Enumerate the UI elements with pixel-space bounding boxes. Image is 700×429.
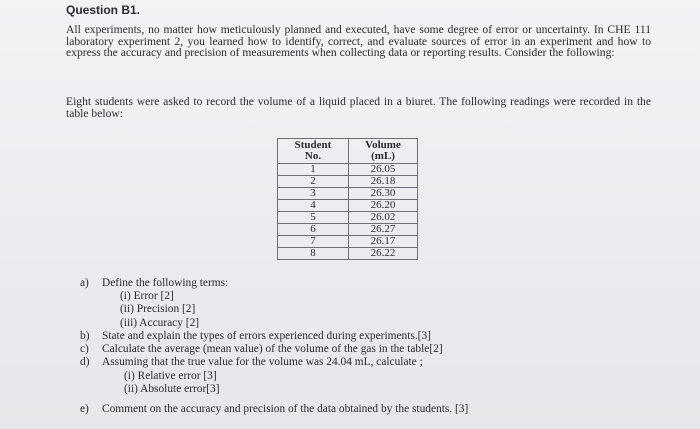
table-row bbox=[278, 188, 418, 200]
table-row bbox=[278, 212, 418, 224]
header-student-line1: Student bbox=[294, 139, 332, 151]
question-d-text: Assuming that the true value for the volume was 24.04 mL, calculate ; bbox=[102, 356, 423, 368]
student-number: 1 bbox=[278, 164, 349, 176]
volume-value: 26.20 bbox=[349, 200, 418, 212]
student-number: 2 bbox=[278, 176, 349, 188]
header-student bbox=[278, 139, 349, 164]
student-number: 6 bbox=[278, 224, 349, 236]
question-b-label: b) bbox=[80, 330, 90, 342]
question-e bbox=[80, 403, 468, 415]
question-b-text: State and explain the types of errors experienced during experiments.[3] bbox=[102, 330, 431, 342]
volume-value: 26.18 bbox=[349, 176, 418, 188]
table-row bbox=[278, 176, 418, 188]
volume-value: 26.02 bbox=[349, 212, 418, 224]
question-c bbox=[80, 343, 443, 355]
question-c-text: Calculate the average (mean value) of the volume of the gas in the table[2] bbox=[102, 343, 443, 355]
volume-value: 26.30 bbox=[349, 188, 418, 200]
question-e-label: e) bbox=[80, 403, 89, 415]
header-student-line2: No. bbox=[304, 150, 322, 162]
volume-value: 26.17 bbox=[349, 236, 418, 248]
question-a-text: Define the following terms: bbox=[102, 277, 229, 289]
question-a-label: a) bbox=[80, 277, 89, 289]
question-d-i: (i) Relative error [3] bbox=[124, 370, 217, 382]
table-intro-paragraph: Eight students were asked to record the volume of a liquid placed in a biuret. The following readings were recorded in the table below: bbox=[66, 95, 651, 120]
header-volume-line1: Volume bbox=[365, 139, 401, 151]
question-a bbox=[80, 277, 228, 289]
intro-paragraph: All experiments, no matter how meticulously planned and executed, have some degree of error or uncertainty. In CHE 111 laboratory experiment 2, you learned how to identify, correct, and evaluate sources of error in an experiment and how to express the accuracy and precision of measurements when collecting data or reporting results. Consider the following: bbox=[66, 23, 651, 60]
table-row bbox=[278, 248, 418, 260]
question-e-text: Comment on the accuracy and precision of the data obtained by the students. [3] bbox=[102, 403, 469, 415]
readings-table bbox=[277, 138, 418, 260]
question-a-iii: (iii) Accuracy [2] bbox=[120, 317, 200, 329]
question-d-ii: (ii) Absolute error[3] bbox=[124, 383, 220, 395]
question-b bbox=[80, 330, 431, 342]
table-row bbox=[278, 200, 418, 212]
table-row bbox=[278, 224, 418, 236]
question-c-label: c) bbox=[80, 343, 89, 355]
student-number: 4 bbox=[278, 200, 349, 212]
header-volume bbox=[349, 139, 418, 164]
table-row bbox=[278, 236, 418, 248]
volume-value: 26.27 bbox=[349, 224, 418, 236]
question-d bbox=[80, 356, 423, 368]
question-a-i: (i) Error [2] bbox=[120, 290, 174, 302]
question-d-label: d) bbox=[80, 356, 90, 368]
question-title: Question B1. bbox=[66, 3, 141, 17]
table-row bbox=[278, 164, 418, 176]
student-number: 3 bbox=[278, 188, 349, 200]
student-number: 7 bbox=[278, 236, 349, 248]
student-number: 8 bbox=[278, 248, 349, 260]
volume-value: 26.22 bbox=[349, 248, 418, 260]
question-a-ii: (ii) Precision [2] bbox=[120, 303, 196, 315]
volume-value: 26.05 bbox=[349, 164, 418, 176]
student-number: 5 bbox=[278, 212, 349, 224]
header-volume-line2: (mL) bbox=[371, 150, 395, 162]
table-header-row bbox=[278, 139, 418, 164]
